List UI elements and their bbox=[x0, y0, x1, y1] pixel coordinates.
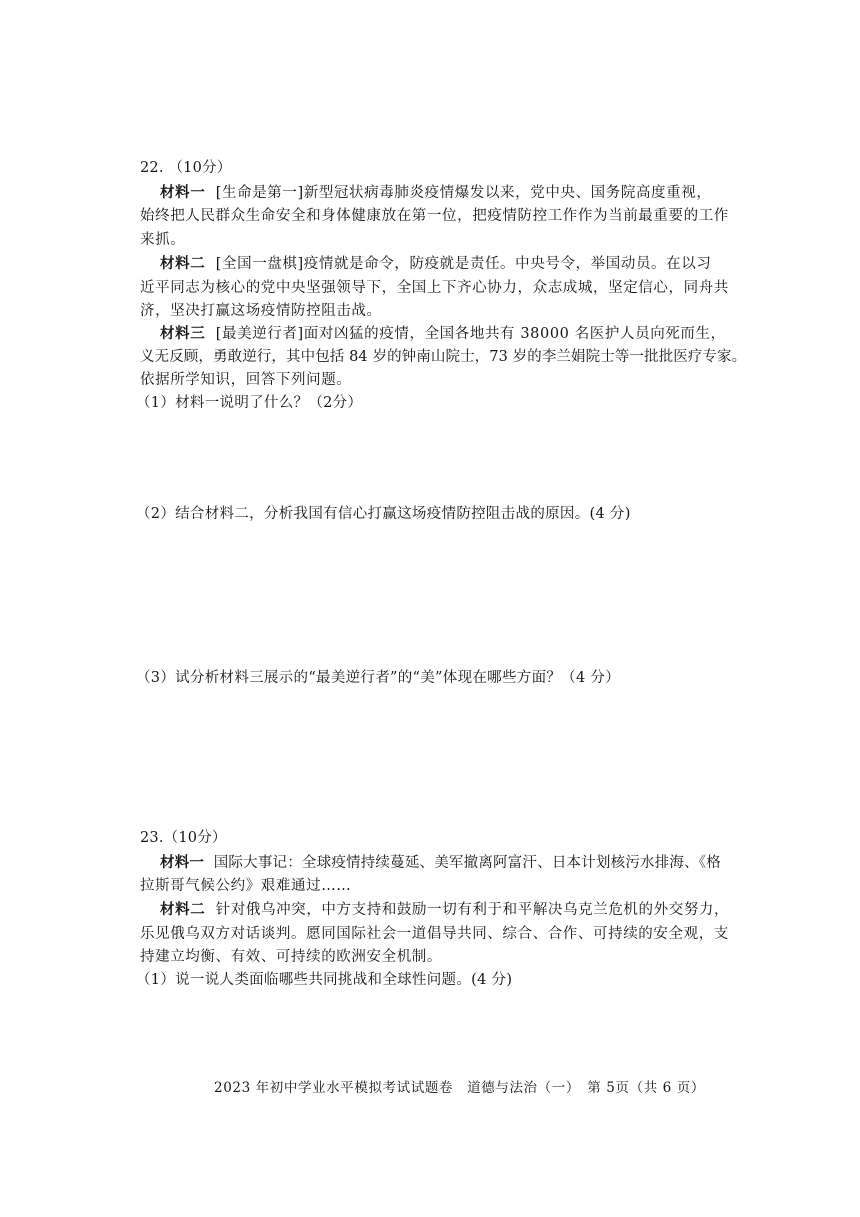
q22-material2-line3: 济，坚决打赢这场疫情防控阻击战。 bbox=[140, 303, 382, 319]
q22-material1-line2: 始终把人民群众生命安全和身体健康放在第一位，把疫情防控工作作为当前最重要的工作 bbox=[140, 208, 729, 224]
page-footer: 2023 年初中学业水平模拟考试试题卷 道德与法治（一） 第 5页（共 6 页） bbox=[214, 1080, 705, 1096]
q23-material2-line3: 持建立均衡、有效、可持续的欧洲安全机制。 bbox=[140, 949, 442, 965]
q22-header bbox=[140, 156, 231, 177]
q22-material1-label: 材料一 bbox=[160, 184, 206, 201]
q22-score: （10分） bbox=[168, 160, 232, 176]
q22-material2-line1: 材料二 [全国一盘棋]疫情就是命令，防疫就是责任。中央号令，举国动员。在以习 bbox=[160, 255, 712, 272]
q23-material1-label: 材料一 bbox=[160, 854, 205, 871]
q22-material3-label: 材料三 bbox=[160, 325, 206, 342]
q23-material2-line2: 乐见俄乌双方对话谈判。愿同国际社会一道倡导共同、综合、合作、可持续的安全观，支 bbox=[140, 926, 729, 942]
q23-material2-line1: 材料二 针对俄乌冲突，中方支持和鼓励一切有利于和平解决乌克兰危机的外交努力， bbox=[160, 901, 730, 918]
q22-material3-line1: 材料三 [最美逆行者]面对凶猛的疫情，全国各地共有 38000 名医护人员向死而生， bbox=[160, 325, 726, 342]
q22-material1-line1: 材料一 [生命是第一]新型冠状病毒肺炎疫情爆发以来，党中央、国务院高度重视， bbox=[160, 184, 712, 201]
q22-material2-label: 材料二 bbox=[160, 255, 206, 272]
q22-material2-line2: 近平同志为核心的党中央坚强领导下，全国上下齐心协力，众志成城，坚定信心，同舟共 bbox=[140, 280, 729, 296]
q22-number: 22. bbox=[140, 160, 164, 176]
q22-instruction: 依据所学知识，回答下列问题。 bbox=[140, 372, 352, 388]
q23-number: 23. bbox=[140, 830, 164, 846]
q23-header bbox=[140, 826, 227, 847]
q23-subquestion-1: （1）说一说人类面临哪些共同挑战和全球性问题。(4 分) bbox=[136, 972, 513, 988]
q22-material3-line2: 义无反顾，勇敢逆行，其中包括 84 岁的钟南山院士，73 岁的李兰娟院士等一批批医疗专家。 bbox=[140, 349, 747, 365]
q23-material2-label: 材料二 bbox=[160, 901, 206, 918]
q22-subquestion-3: （3）试分析材料三展示的“最美逆行者”的“美”体现在哪些方面？（4 分） bbox=[136, 670, 621, 686]
q23-material1-line1: 材料一 国际大事记：全球疫情持续蔓延、美军撤离阿富汗、日本计划核污水排海、《格 bbox=[160, 854, 721, 871]
q22-material1-line3: 来抓。 bbox=[140, 232, 186, 248]
q23-material1-line2: 拉斯哥气候公约》艰难通过…… bbox=[140, 878, 352, 894]
q22-subquestion-2: （2）结合材料二，分析我国有信心打赢这场疫情防控阻击战的原因。(4 分) bbox=[136, 506, 631, 522]
q23-score: （10分） bbox=[163, 830, 227, 846]
q22-subquestion-1: （1）材料一说明了什么？（2分） bbox=[136, 395, 363, 411]
